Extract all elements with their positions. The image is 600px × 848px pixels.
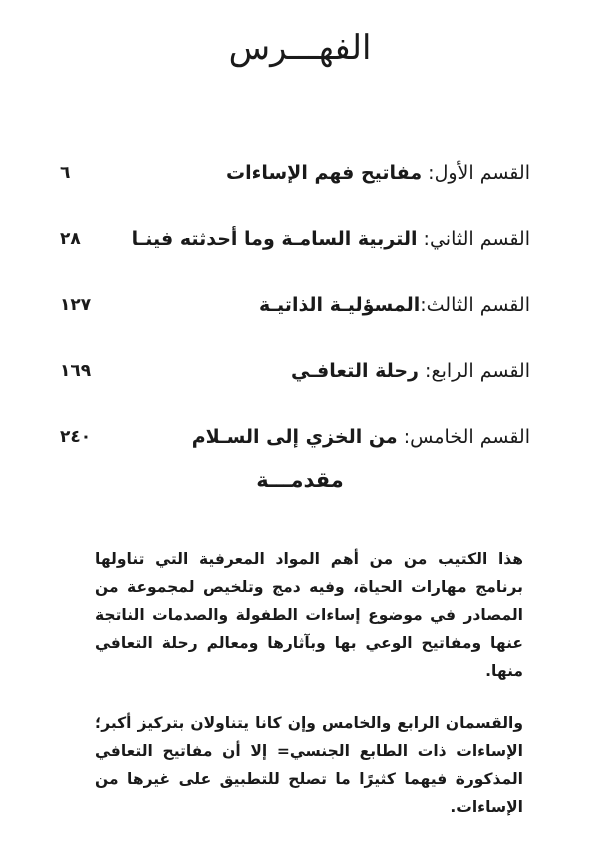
toc-entry-prefix: القسم الأول <box>434 162 530 184</box>
toc-entry <box>60 206 530 272</box>
toc-entry-label <box>120 360 530 382</box>
toc-entry <box>60 272 530 338</box>
toc-entry-separator: : <box>417 228 430 250</box>
toc-entry-page: ١٦٩ <box>60 361 92 381</box>
toc-entry-name: من الخزي إلى السـلام <box>191 426 398 448</box>
toc-entry <box>60 404 530 470</box>
toc-entry-name: التربية السامـة وما أحدثته فينـا <box>131 228 418 250</box>
toc-entry-page: ٦ <box>60 163 71 183</box>
toc-entry-name: مفاتيح فهم الإساءات <box>226 162 423 184</box>
toc-entry-page: ٢٨ <box>60 229 81 249</box>
toc-entry-name: رحلة التعافـي <box>291 360 419 382</box>
toc-entry-prefix: القسم الثالث <box>426 294 530 316</box>
toc-entry-prefix: القسم الخامس <box>410 426 530 448</box>
toc-entry-label <box>120 294 530 316</box>
intro-paragraph: والقسمان الرابع والخامس وإن كانا يتناولان بتركيز أكبر؛ الإساءات ذات الطابع الجنسي= إلا أن مفاتيح التعافي المذكورة فيهما كثيرًا ما تصلح للتطبيق على غيرها من الإساءات. <box>95 714 523 816</box>
toc-entry-separator: : <box>419 360 432 382</box>
toc-entry-separator: : <box>422 162 435 184</box>
toc-list <box>60 140 530 470</box>
toc-title: الفهـــرس <box>228 28 372 68</box>
intro-heading: مقدمـــة <box>256 468 344 492</box>
toc-entry-label <box>120 426 530 448</box>
toc-entry-label <box>120 228 530 250</box>
toc-entry-page: ٢٤٠ <box>60 427 92 447</box>
toc-entry-page: ١٢٧ <box>60 295 92 315</box>
toc-entry <box>60 140 530 206</box>
intro-body <box>95 545 523 845</box>
intro-paragraph: هذا الكتيب من من أهم المواد المعرفية التي تناولها برنامج مهارات الحياة، وفيه دمج وتلخيص لمجموعة من المصادر في موضوع إساءات الطفولة والصدمات الناتجة عنها ومفاتيح الوعي بها وبآثارها ومعالم رحلة التعافي منها. <box>95 550 523 680</box>
toc-entry-name: المسؤليـة الذاتيـة <box>259 294 421 316</box>
toc-entry-separator: : <box>397 426 411 448</box>
toc-entry-label <box>120 162 530 184</box>
toc-entry <box>60 338 530 404</box>
toc-entry-separator: : <box>420 294 427 316</box>
toc-entry-prefix: القسم الثاني <box>429 228 530 250</box>
toc-entry-prefix: القسم الرابع <box>431 360 530 382</box>
